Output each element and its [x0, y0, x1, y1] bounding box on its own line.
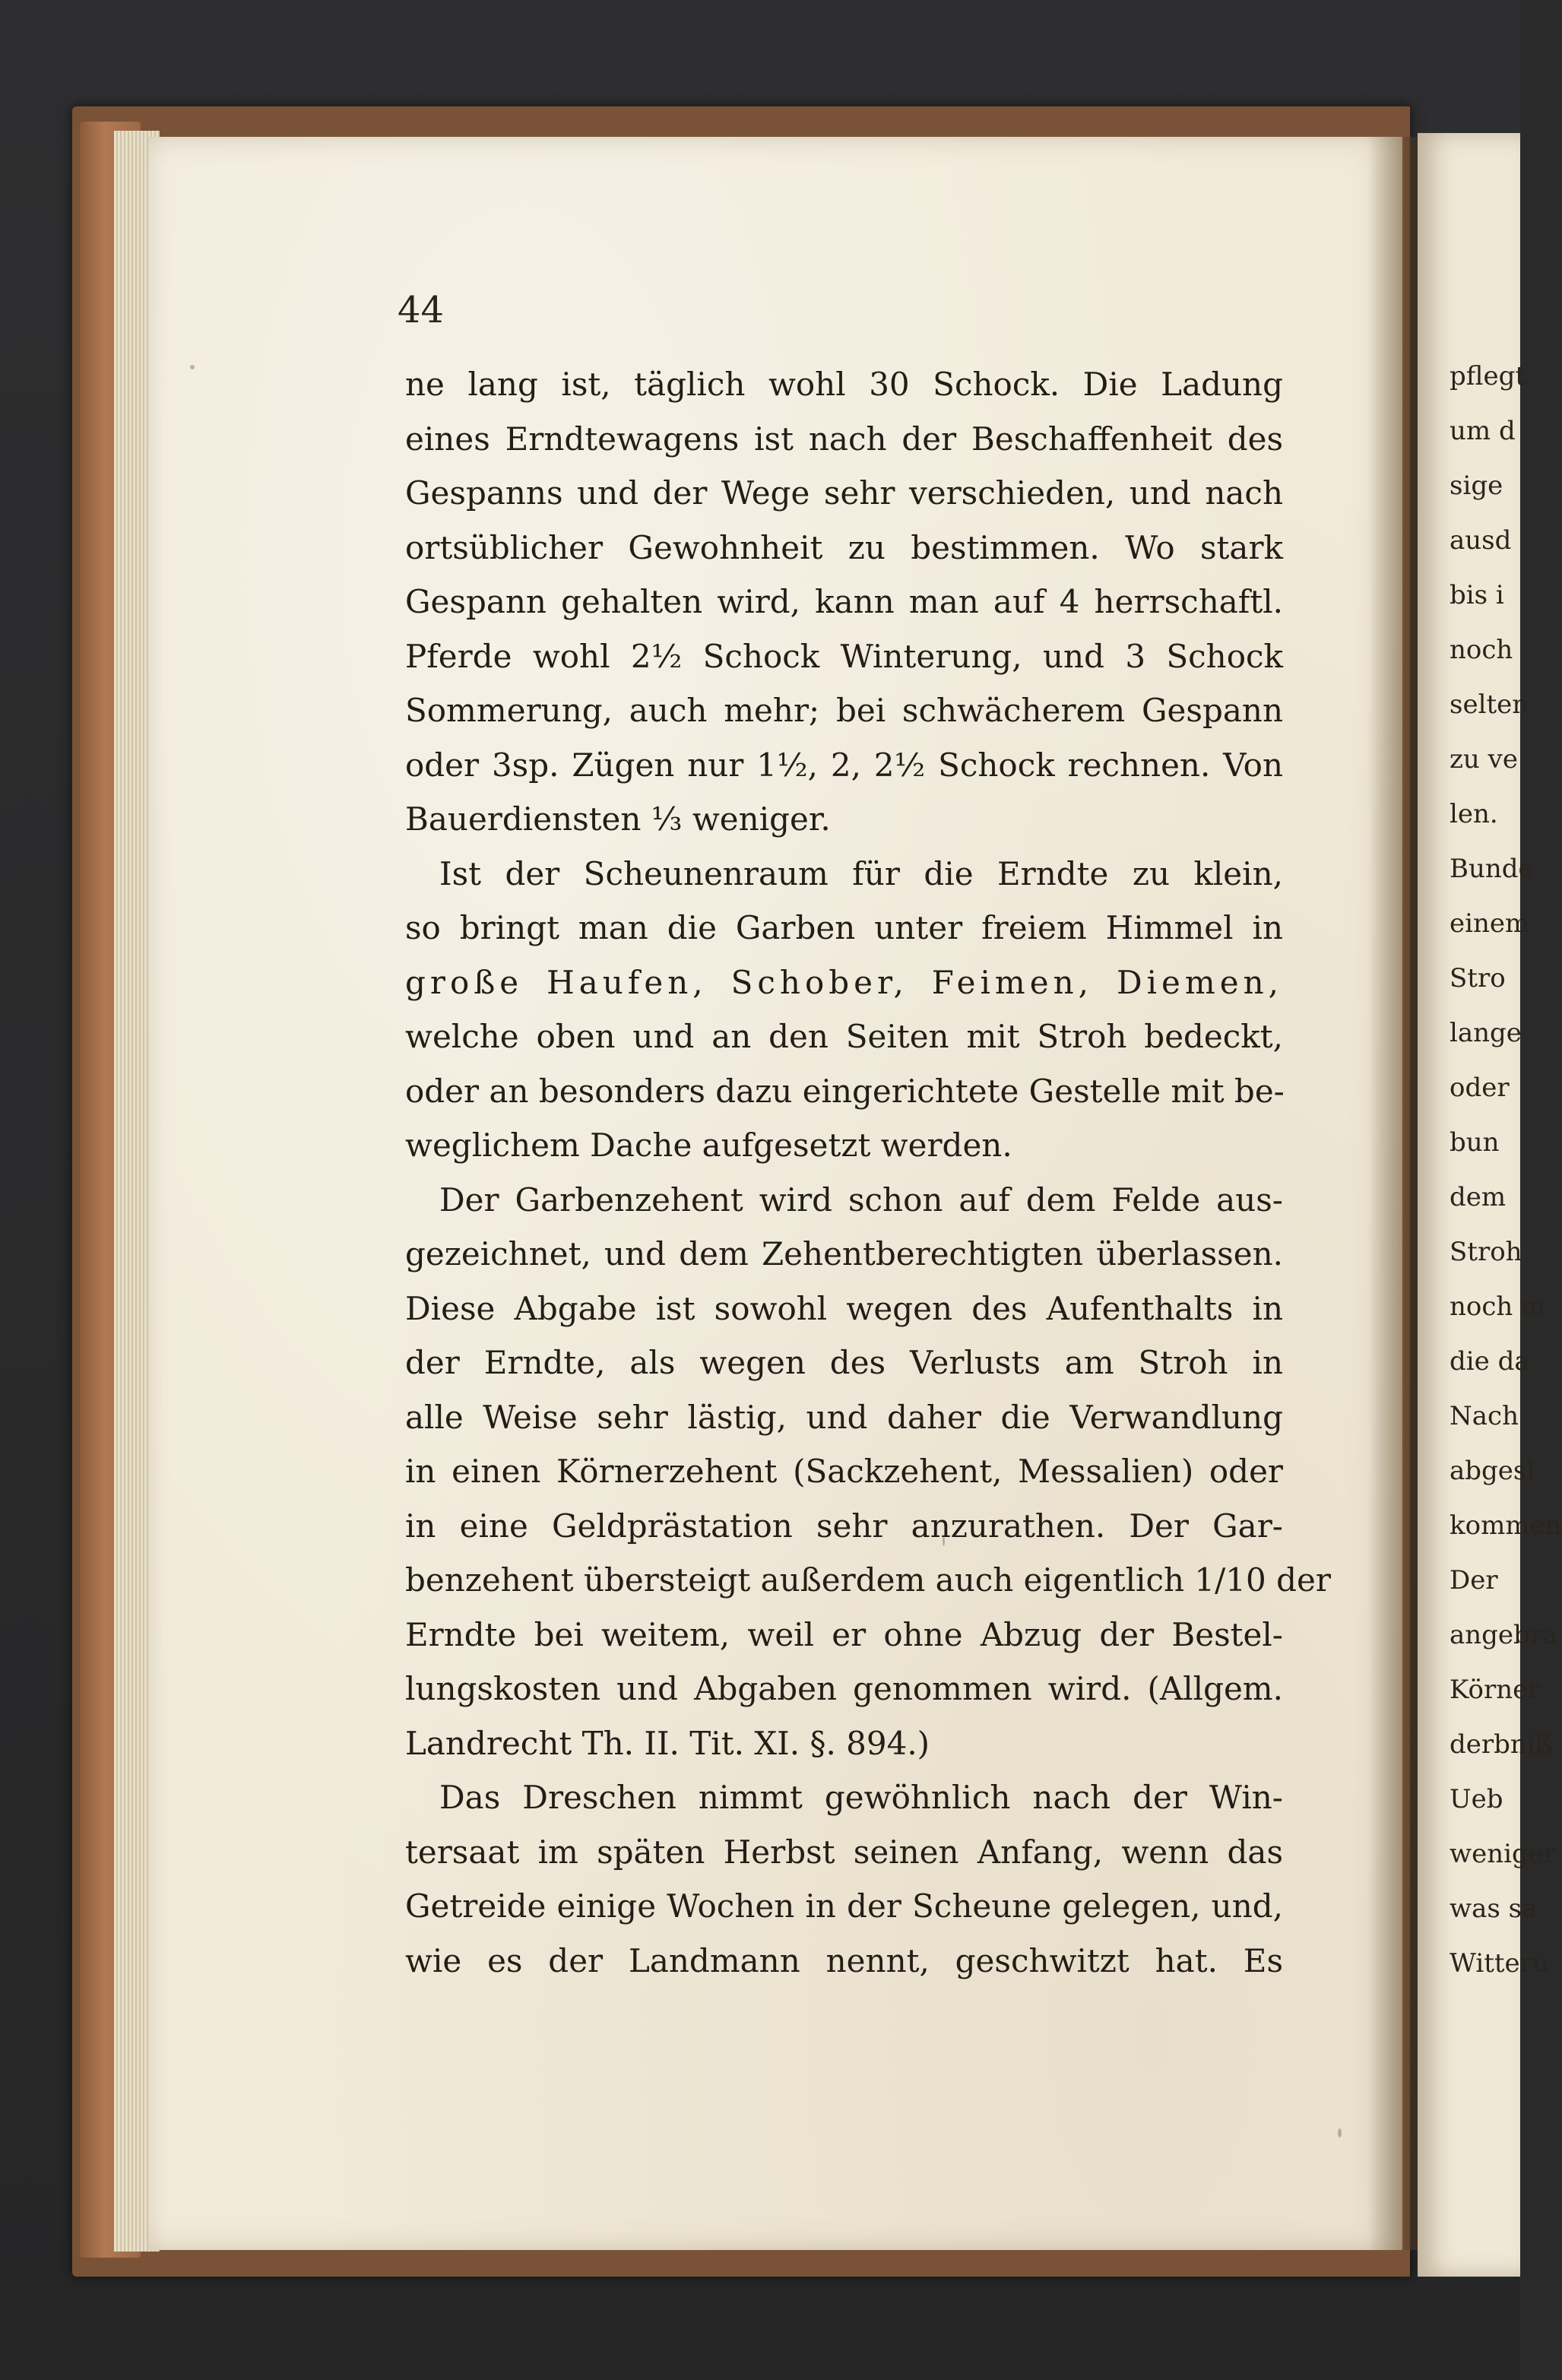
right-page-line: ausd: [1450, 525, 1512, 556]
right-page-line: um d: [1450, 416, 1516, 446]
page-number: 44: [398, 289, 445, 331]
text-line: in einen Körnerzehent (Sackzehent, Messalien) oder: [405, 1453, 1283, 1490]
right-page-line: len.: [1450, 799, 1498, 829]
right-page-fragment: [1418, 133, 1562, 2277]
right-page-line: Ueb: [1450, 1784, 1503, 1814]
text-line: so bringt man die Garben unter freiem Himmel in: [405, 909, 1283, 946]
right-page-line: Stro: [1450, 963, 1506, 994]
right-page-line: die da: [1450, 1346, 1530, 1377]
right-page-line: derbniß: [1450, 1729, 1553, 1760]
paper-speck: [1338, 2128, 1342, 2138]
text-line: lungskosten und Abgaben genommen wird. (Allgem.: [405, 1670, 1283, 1707]
text-line: weglichem Dache aufgesetzt werden.: [405, 1127, 1012, 1164]
right-page-line: abgesl: [1450, 1456, 1535, 1486]
text-line: Landrecht Th. II. Tit. XI. §. 894.): [405, 1724, 930, 1762]
right-page-line: Der: [1450, 1565, 1498, 1596]
text-line: Gespanns und der Wege sehr verschieden, und nach: [405, 474, 1283, 512]
right-page-line: Bunde: [1450, 854, 1534, 884]
right-page-line: zu ve: [1450, 744, 1518, 775]
right-page-line: pflegt: [1450, 361, 1526, 391]
paper-speck: [943, 1535, 945, 1546]
text-line: Der Garbenzehent wird schon auf dem Felde aus-: [439, 1180, 1283, 1219]
paper-speck: [190, 365, 195, 369]
right-page-line: dem: [1450, 1182, 1507, 1212]
text-line: Das Dreschen nimmt gewöhnlich nach der Win-: [439, 1779, 1283, 1816]
text-line: Bauerdiensten ⅓ weniger.: [405, 800, 831, 838]
text-line: eines Erndtewagens ist nach der Beschaffenheit des: [405, 420, 1283, 458]
page-body-text: [405, 357, 1331, 1988]
text-line: tersaat im späten Herbst seinen Anfang, wenn das: [405, 1833, 1283, 1871]
right-page-line: kommen: [1450, 1510, 1562, 1541]
text-line: der Erndte, als wegen des Verlusts am Stroh in: [405, 1344, 1283, 1381]
right-page-line: bun: [1450, 1127, 1500, 1158]
right-page-line: selten: [1450, 689, 1529, 720]
text-line: Pferde wohl 2½ Schock Winterung, und 3 Schock: [405, 637, 1283, 675]
text-line: große Haufen, Schober, Feimen, Diemen,: [405, 963, 1283, 1001]
text-line: alle Weise sehr lästig, und daher die Verwandlung: [405, 1398, 1283, 1436]
text-line: ortsüblicher Gewohnheit zu bestimmen. Wo stark: [405, 528, 1283, 566]
text-line: benzehent übersteigt außerdem auch eigentlich 1/10 der: [405, 1561, 1331, 1599]
text-line: wie es der Landmann nennt, geschwitzt hat. Es: [405, 1941, 1283, 1979]
text-line: ne lang ist, täglich wohl 30 Schock. Die Ladung: [405, 366, 1283, 403]
right-page-line: Witteru: [1450, 1948, 1549, 1979]
right-page-line: sige: [1450, 471, 1503, 501]
right-page-line: Nach: [1450, 1401, 1519, 1431]
text-line: Ist der Scheunenraum für die Erndte zu klein,: [439, 854, 1283, 892]
text-line: Sommerung, auch mehr; bei schwächerem Gespann: [405, 692, 1283, 729]
right-page-line: Stroh: [1450, 1237, 1522, 1267]
right-page-line: oder: [1450, 1073, 1510, 1103]
right-page-line: was sa: [1450, 1894, 1538, 1924]
text-line: oder 3sp. Zügen nur 1½, 2, 2½ Schock rechnen. Von: [405, 746, 1283, 784]
right-page-line: bis i: [1450, 580, 1504, 610]
text-line: oder an besonders dazu eingerichtete Gestelle mit be-: [405, 1072, 1285, 1110]
text-line: welche oben und an den Seiten mit Stroh bedeckt,: [405, 1018, 1283, 1055]
right-page-line: noch: [1450, 635, 1513, 665]
text-line: gezeichnet, und dem Zehentberechtigten überlassen.: [405, 1235, 1283, 1272]
right-page-line: weniger: [1450, 1839, 1557, 1869]
text-line: Erndte bei weitem, weil er ohne Abzug der Bestel-: [405, 1615, 1283, 1653]
text-line: Gespann gehalten wird, kann man auf 4 herrschaftl.: [405, 583, 1283, 620]
right-page-line: lange: [1450, 1018, 1522, 1048]
right-page-line: noch m: [1450, 1291, 1546, 1322]
book-gutter: [1368, 137, 1421, 2250]
right-page-line: angebra: [1450, 1620, 1558, 1650]
text-line: Getreide einige Wochen in der Scheune gelegen, und,: [405, 1887, 1283, 1925]
right-page-line: einem: [1450, 908, 1530, 939]
text-line: in eine Geldprästation sehr anzurathen. Der Gar-: [405, 1507, 1283, 1545]
text-line: Diese Abgabe ist sowohl wegen des Aufenthalts in: [405, 1289, 1283, 1327]
right-page-line: Körner: [1450, 1675, 1541, 1705]
